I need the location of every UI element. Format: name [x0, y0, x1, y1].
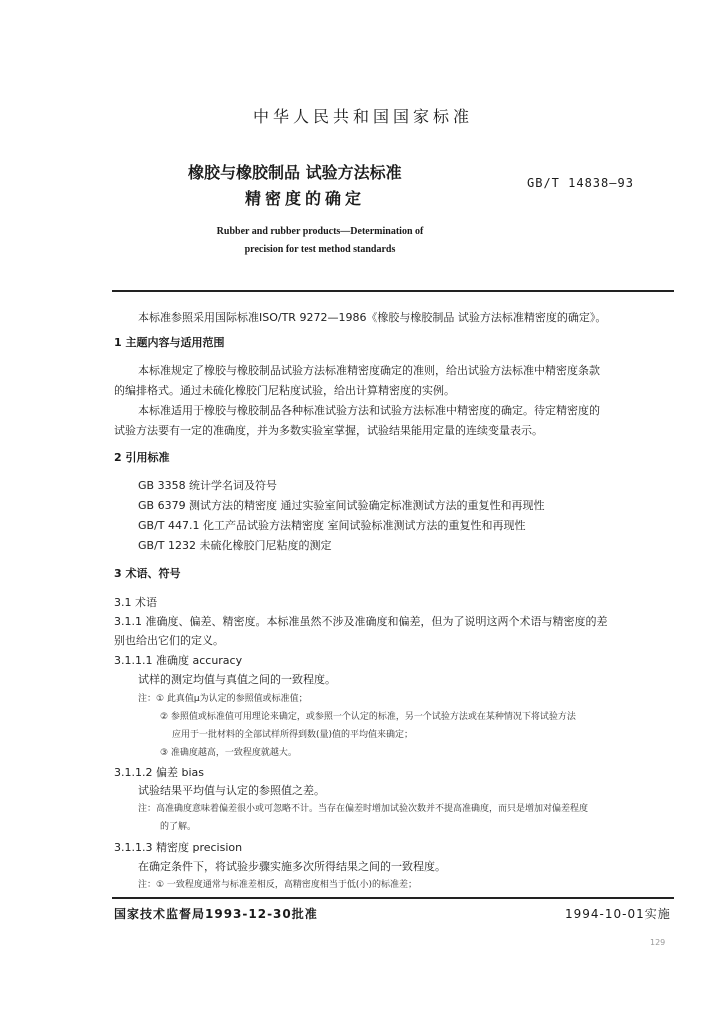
approval-date: 国家技术监督局1993-12-30批准: [114, 907, 318, 921]
page-number: 129: [650, 938, 666, 947]
precision-note: 注：① 一致程度通常与标准差相反，高精密度相当于低(小)的标准差；: [138, 880, 417, 890]
english-title-line2: precision for test method standards: [244, 244, 396, 255]
term-bias-title: 3.1.1.2 偏差 bias: [114, 766, 204, 779]
term-accuracy-title: 3.1.1.1 准确度 accuracy: [114, 654, 243, 667]
section-2-heading: 2 引用标准: [114, 451, 170, 464]
accuracy-note: 注：① 此真值μ为认定的参照值或标准值；: [138, 694, 308, 704]
term-bias-definition: 试验结果平均值与认定的参照值之差。: [138, 784, 325, 797]
standard-code: GB/T 14838—93: [527, 176, 634, 190]
term-precision-definition: 在确定条件下，将试验步骤实施多次所得结果之间的一致程度。: [138, 860, 446, 873]
intro-text: 本标准参照采用国际标准ISO/TR 9272—1986《橡胶与橡胶制品 试验方法标准精密度的确定》。: [138, 311, 607, 324]
footer-divider: [112, 897, 674, 899]
section-1-para1-line1: 本标准规定了橡胶与橡胶制品试验方法标准精密度确定的准则，给出试验方法标准中精密度条款: [138, 364, 600, 377]
subsection-3-1-1-line2: 别也给出它们的定义。: [114, 634, 224, 647]
term-accuracy-definition: 试样的测定均值与真值之间的一致程度。: [138, 673, 336, 686]
accuracy-note: 应用于一批材料的全部试样所得到数(量)值的平均值来确定；: [172, 730, 414, 740]
effective-date: 1994-10-01实施: [565, 907, 671, 921]
section-1-para1-line2: 的编排格式。通过未硫化橡胶门尼粘度试验，给出计算精密度的实例。: [114, 384, 455, 397]
section-1-heading: 1 主题内容与适用范围: [114, 336, 225, 349]
section-1-para2-line2: 试验方法要有一定的准确度，并为多数实验室掌握，试验结果能用定量的连续变量表示。: [114, 424, 543, 437]
reference-item: GB/T 1232 未硫化橡胶门尼粘度的测定: [138, 539, 332, 552]
reference-item: GB/T 447.1 化工产品试验方法精密度 室间试验标准测试方法的重复性和再现性: [138, 519, 526, 532]
bias-note-line2: 的了解。: [160, 822, 197, 832]
national-standard-title: 中华人民共和国国家标准: [252, 107, 473, 126]
section-1-para2-line1: 本标准适用于橡胶与橡胶制品各种标准试验方法和试验方法标准中精密度的确定。待定精密度的: [138, 404, 600, 417]
document-title-line2: 精密度的确定: [245, 189, 366, 208]
accuracy-note: ② 参照值或标准值可用理论来确定，或参照一个认定的标准，另一个试验方法或在某种情况下将试验方法: [160, 712, 576, 722]
bias-note-line1: 注：高准确度意味着偏差很小或可忽略不计。当存在偏差时增加试验次数并不提高准确度，而只是增加对偏差程度: [138, 804, 589, 814]
reference-item: GB 3358 统计学名词及符号: [138, 479, 278, 492]
reference-item: GB 6379 测试方法的精密度 通过实验室间试验确定标准测试方法的重复性和再现性: [138, 499, 545, 512]
term-precision-title: 3.1.1.3 精密度 precision: [114, 841, 243, 854]
subsection-3-1: 3.1 术语: [114, 596, 157, 609]
document-title-line1: 橡胶与橡胶制品 试验方法标准: [188, 163, 402, 182]
accuracy-note: ③ 准确度越高，一致程度就越大。: [160, 748, 297, 758]
header-divider: [112, 290, 674, 292]
subsection-3-1-1-line1: 3.1.1 准确度、偏差、精密度。本标准虽然不涉及准确度和偏差，但为了说明这两个术语与精密度的差: [114, 615, 608, 628]
english-title-line1: Rubber and rubber products—Determination of: [216, 226, 424, 237]
section-3-heading: 3 术语、符号: [114, 567, 181, 580]
